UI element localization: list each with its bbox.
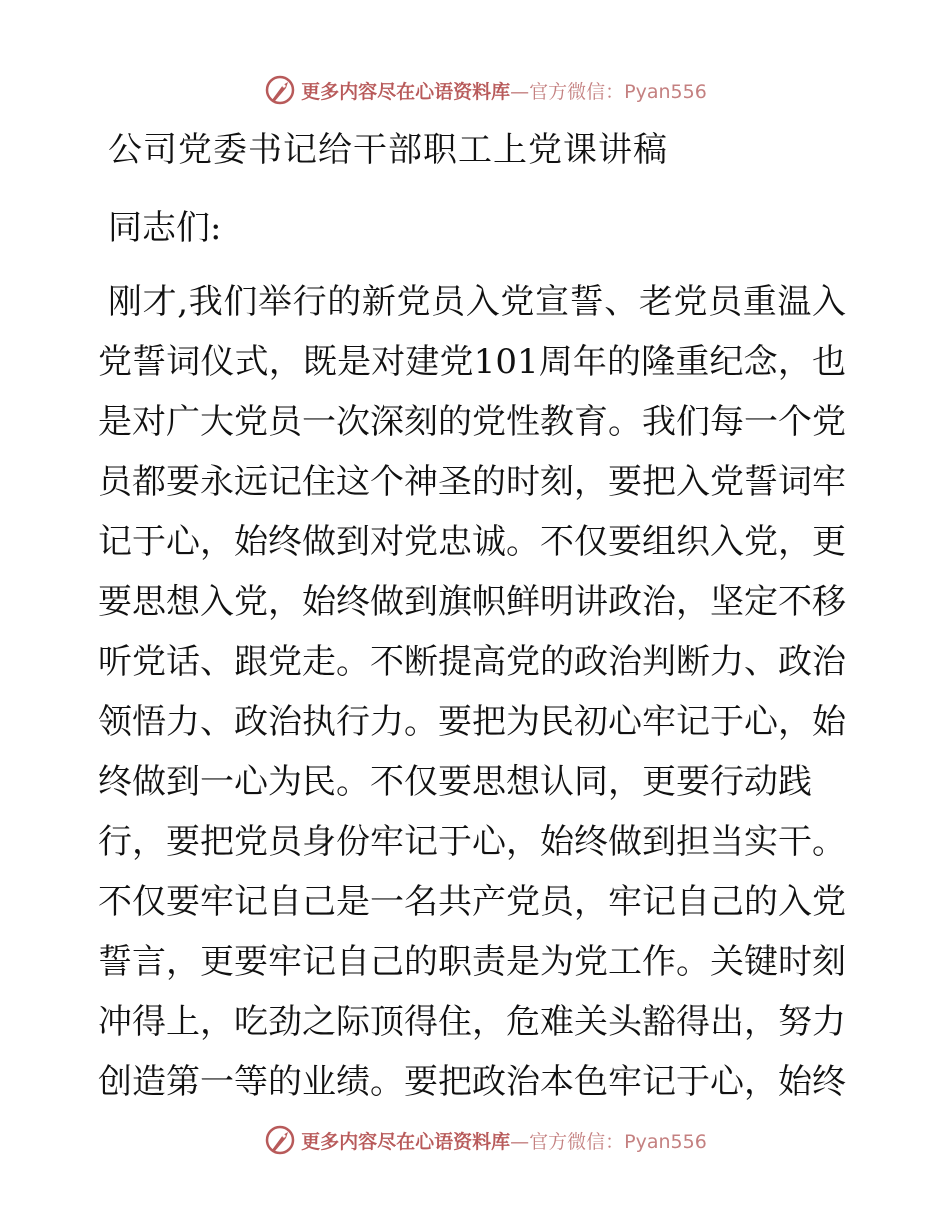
pen-nib-logo-icon [263,73,297,107]
body-line: 是对广大党员一次深刻的党性教育。我们每一个党 [98,402,846,442]
watermark-main-text: 更多内容尽在心语资料库 [301,80,511,103]
watermark-contact-text: 官方微信：Pyan556 [529,1130,707,1153]
watermark-separator: — [510,80,530,103]
watermark-main-text: 更多内容尽在心语资料库 [301,1130,511,1153]
document-title: 公司党委书记给干部职工上党课讲稿 [108,130,668,170]
watermark-contact-text: 官方微信：Pyan556 [529,80,707,103]
footer-watermark [0,1120,950,1160]
body-line: 听党话、跟党走。不断提高党的政治判断力、政治 [98,642,846,682]
watermark-group [263,1123,707,1157]
body-line: 创造第一等的业绩。要把政治本色牢记于心，始终 [98,1062,846,1102]
body-line: 党誓词仪式，既是对建党101周年的隆重纪念，也 [98,342,846,382]
body-line: 记于心，始终做到对党忠诚。不仅要组织入党，更 [98,522,846,562]
watermark-separator: — [510,1130,530,1153]
body-line: 刚才,我们举行的新党员入党宣誓、老党员重温入 [108,282,846,322]
body-line: 领悟力、政治执行力。要把为民初心牢记于心，始 [98,702,846,742]
watermark-text [301,77,707,104]
salutation: 同志们: [108,208,222,248]
pen-nib-logo-icon [263,1123,297,1157]
body-line: 冲得上，吃劲之际顶得住，危难关头豁得出，努力 [98,1002,846,1042]
body-line: 要思想入党，始终做到旗帜鲜明讲政治，坚定不移 [98,582,846,622]
watermark-group [263,73,707,107]
body-line: 员都要永远记住这个神圣的时刻，要把入党誓词牢 [98,462,846,502]
body-line: 不仅要牢记自己是一名共产党员，牢记自己的入党 [98,882,846,922]
body-line: 誓言，更要牢记自己的职责是为党工作。关键时刻 [98,942,846,982]
body-line: 行，要把党员身份牢记于心，始终做到担当实干。 [98,822,846,862]
body-line: 终做到一心为民。不仅要思想认同，更要行动践 [98,762,812,802]
header-watermark [0,70,950,110]
watermark-text [301,1127,707,1154]
